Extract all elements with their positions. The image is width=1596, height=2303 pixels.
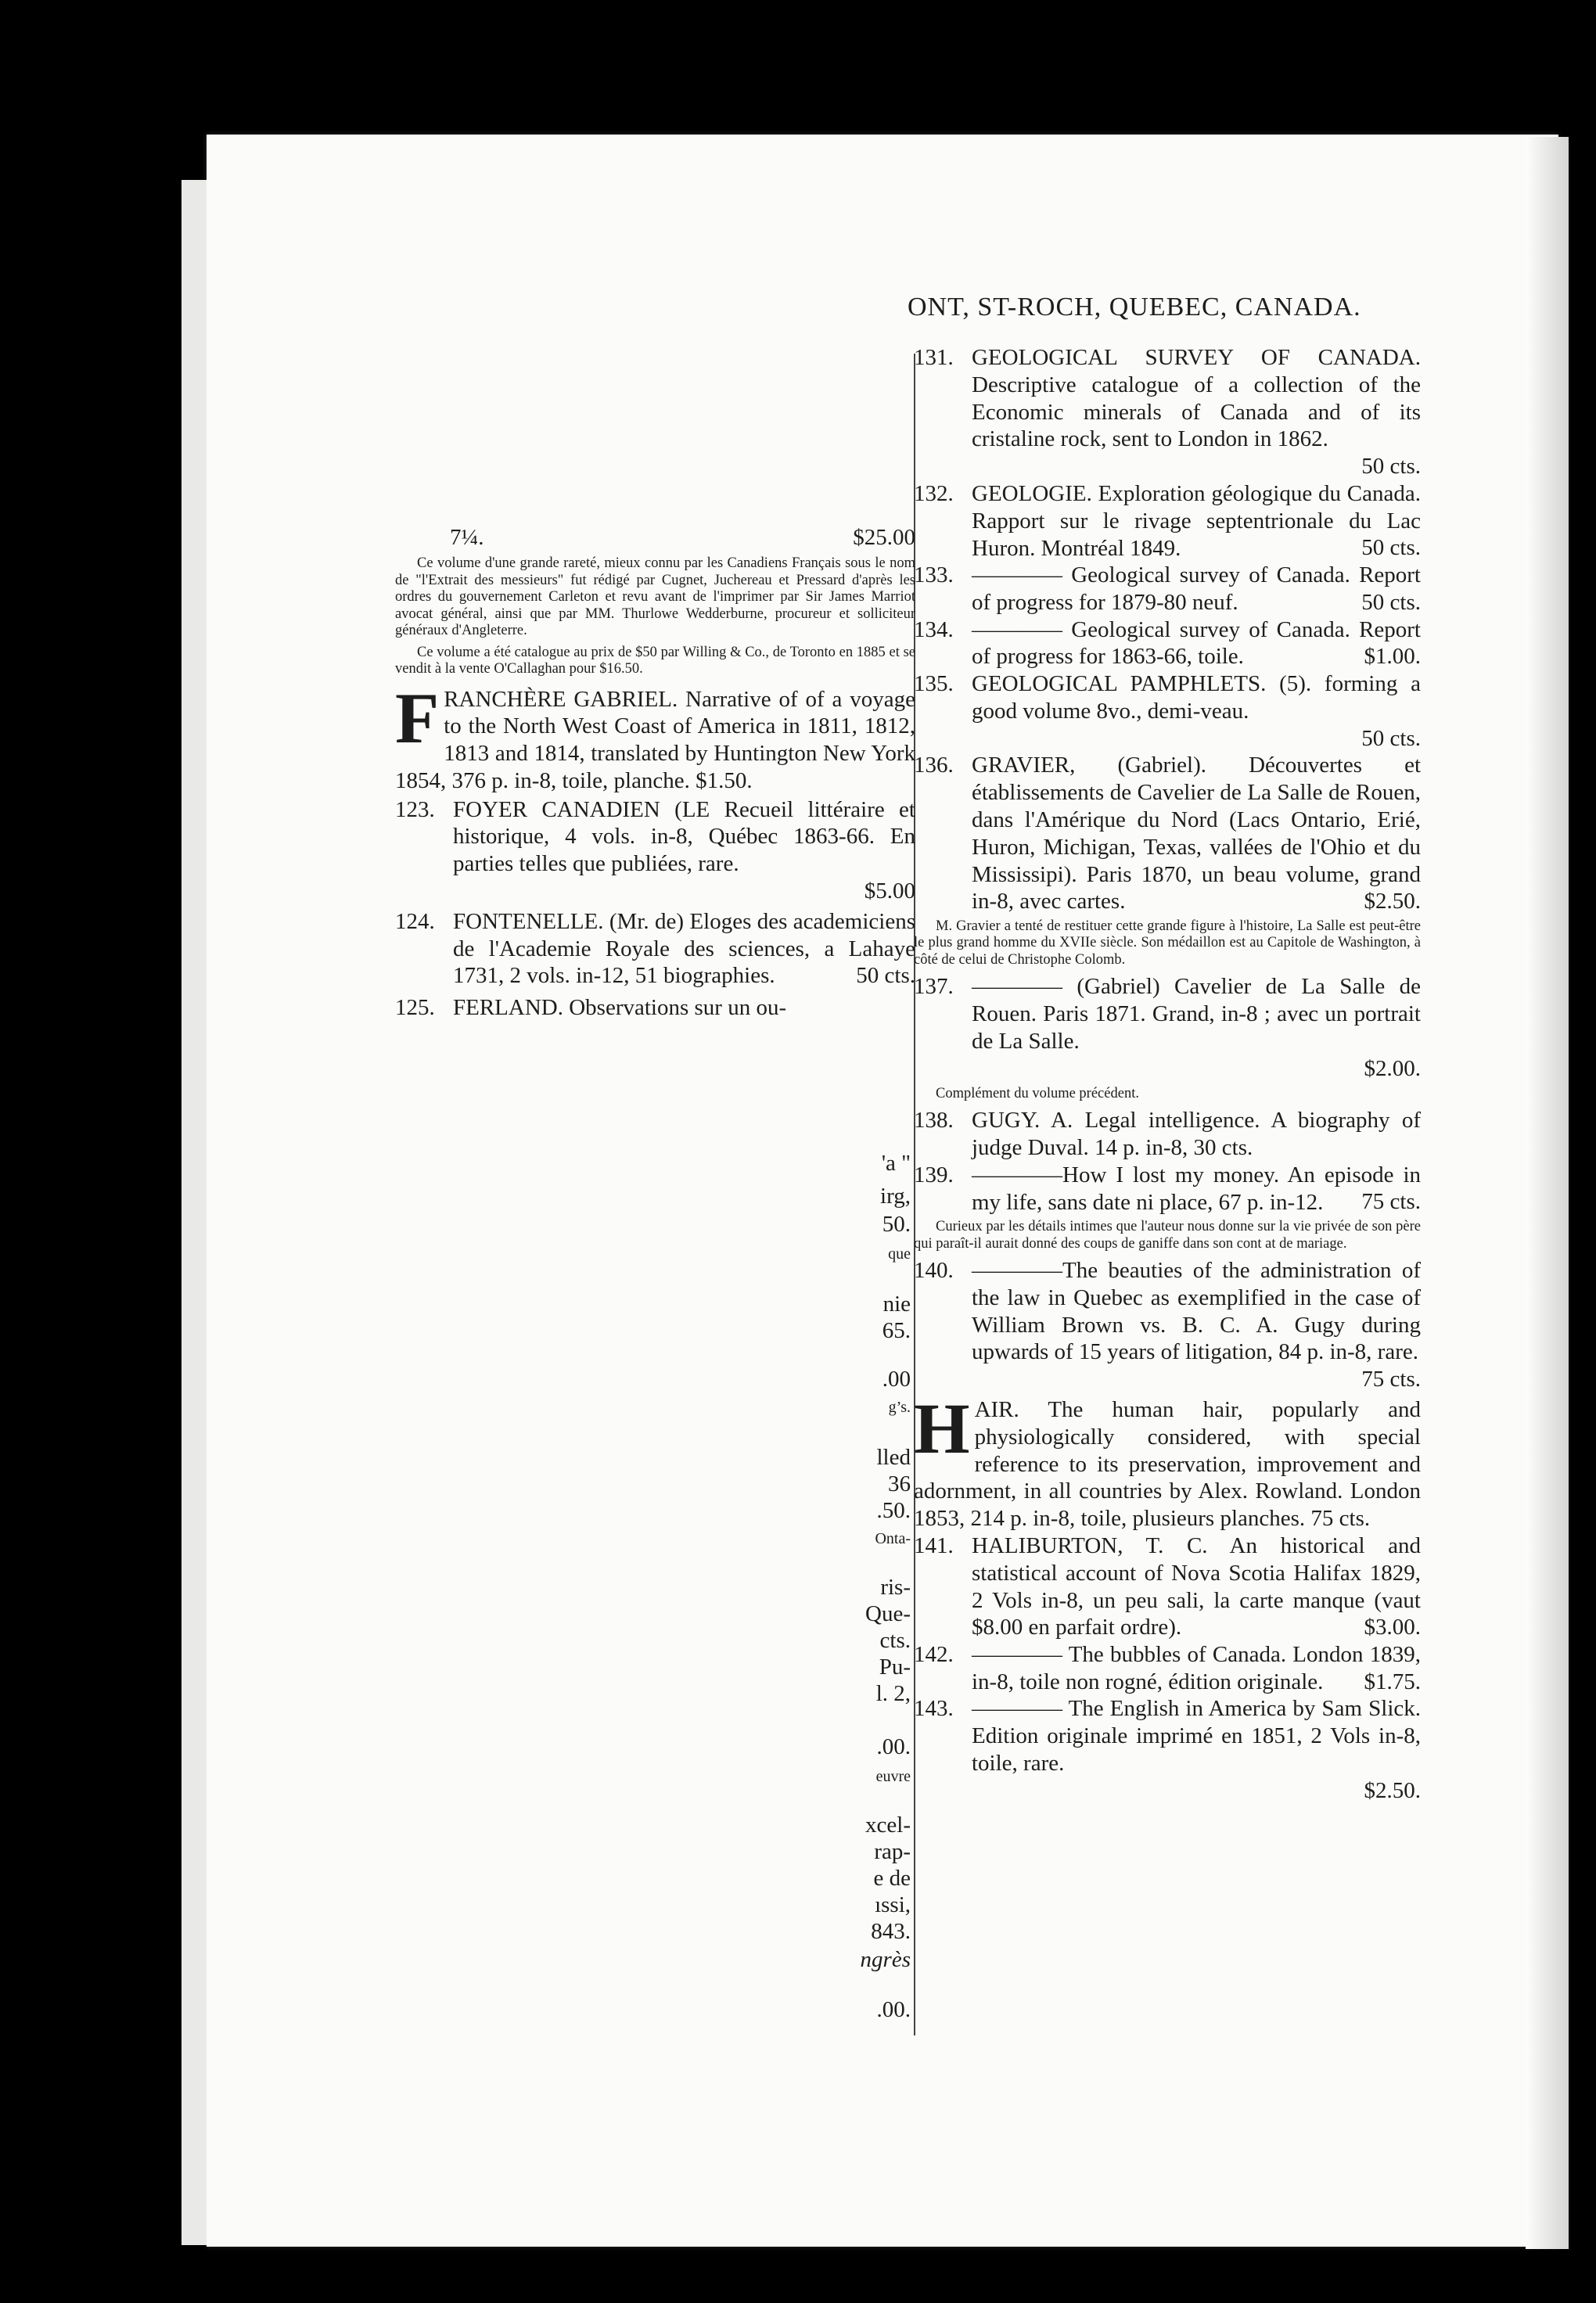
note-gugy: Curieux par les détails intimes que l'auteur nous donne sur la vie privée de son père qui paraît-il aurait donné des coups de ganiffe dans son cont at de mariage. bbox=[914, 1219, 1421, 1252]
entry-hair bbox=[914, 1389, 1421, 1532]
note-extrait: Ce volume d'une grande rareté, mieux connu par les Canadiens Français sous le nom de "l'Extrait des messieurs" fut rédigé par Cugnet, Juchereau et Pressard d'après les ordres du gouvernement Carleton et revu avant de l'imprimer par Sir James Marriot avocat général, ainsi que par MM. Thurlowe Wedderburne, procureur et solliciteur généraux d'Angleterre. bbox=[395, 555, 915, 638]
entry-price: 75 cts. bbox=[1361, 1189, 1421, 1215]
note-gravier: M. Gravier a tenté de restituer cette grande figure à l'histoire, La Salle est peut-être le plus grand homme du XVIIe siècle. Son médaillon est au Capitole de Washington, à côté de celui de Christophe Colomb. bbox=[914, 918, 1421, 968]
entry-135 bbox=[914, 670, 1421, 725]
entry-125 bbox=[395, 994, 915, 1022]
left-column bbox=[395, 524, 915, 1022]
left-fragment: g’s. bbox=[888, 1399, 911, 1416]
left-fragment: Pu- bbox=[879, 1654, 911, 1680]
left-fragment: Que- bbox=[865, 1601, 911, 1626]
entry-price: $1.75. bbox=[1364, 1669, 1421, 1694]
left-fragment: que bbox=[888, 1245, 911, 1263]
entry-price: $3.00. bbox=[1364, 1615, 1421, 1640]
entry-text: ———— The English in America by Sam Slick. Edition originale imprimé en 1851, 2 Vols in-8, toile, rare. bbox=[972, 1696, 1421, 1777]
entry-price: 50 cts. bbox=[1361, 589, 1421, 615]
entry-price: $2.00. bbox=[1364, 1055, 1421, 1081]
entry-price: $1.00. bbox=[1364, 644, 1421, 670]
top-price: $25.00 bbox=[853, 525, 915, 550]
entry-text: GUGY. A. Legal intelligence. A biography of judge Duval. 14 p. in-8, 30 cts. bbox=[972, 1108, 1421, 1160]
entry-text: ————The beauties of the administration of the law in Quebec as exemplified in the case of William Brown vs. B. C. A. Gugy during upwards of 15 years of litigation, 84 p. in-8, rare. bbox=[972, 1258, 1421, 1365]
franchere-text: RANCHÈRE GABRIEL. Narrative of of a voyage to the North West Coast of America in 1811, 1812, 1813 and 1814, translated by Huntington New York 1854, 376 p. in-8, toile, planche. $1.50. bbox=[395, 686, 915, 793]
note-vente: Ce volume a été catalogue au prix de $50 par Willing & Co., de Toronto en 1885 et se vendit à la vente O'Callaghan pour $16.50. bbox=[395, 644, 915, 677]
running-head: ONT, ST-ROCH, QUEBEC, CANADA. bbox=[908, 293, 1361, 322]
drop-cap-h: H bbox=[914, 1389, 970, 1469]
entry-number: 139. bbox=[914, 1162, 954, 1187]
entry-text: GEOLOGIE. Exploration géologique du Canada. Rapport sur le rivage septentrionale du Lac Huron. Montréal 1849. bbox=[972, 480, 1421, 561]
left-fragment: l. 2, bbox=[875, 1681, 911, 1706]
left-fragment: 'a " bbox=[881, 1151, 911, 1176]
entry-137 bbox=[914, 973, 1421, 1054]
left-fragment: .50. bbox=[876, 1498, 911, 1523]
entry-number: 138. bbox=[914, 1108, 954, 1134]
left-fragment: ris- bbox=[880, 1575, 911, 1600]
entry-text: ———— (Gabriel) Cavelier de La Salle de Rouen. Paris 1871. Grand, in-8 ; avec un portrait de La Salle. bbox=[972, 974, 1421, 1054]
entry-text: FOYER CANADIEN (LE Recueil littéraire et historique, 4 vols. in-8, Québec 1863-66. En parties telles que publiées, rare. bbox=[453, 796, 915, 877]
left-fragment: .00 bbox=[882, 1367, 911, 1392]
entry-text: ———— The bubbles of Canada. London 1839, in-8, toile non rogné, édition originale. bbox=[972, 1642, 1421, 1694]
entry-140 bbox=[914, 1257, 1421, 1366]
entry-price: 75 cts. bbox=[1361, 1367, 1421, 1392]
entry-price: $5.00 bbox=[864, 878, 915, 904]
left-fragment: nie bbox=[882, 1292, 911, 1317]
left-fragment: ngrès bbox=[860, 1947, 911, 1972]
left-fragment: .00. bbox=[876, 1734, 911, 1759]
left-fragment: lled bbox=[876, 1445, 911, 1470]
entry-price: $2.50. bbox=[1364, 889, 1421, 914]
entry-number: 135. bbox=[914, 670, 954, 696]
right-page-edge bbox=[1526, 137, 1569, 2249]
left-fragment: 50. bbox=[882, 1212, 911, 1237]
left-fragment: euvre bbox=[875, 1768, 911, 1785]
entry-price: 50 cts. bbox=[1361, 535, 1421, 561]
entry-text: GEOLOGICAL PAMPHLETS. (5). forming a good volume 8vo., demi-veau. bbox=[972, 670, 1421, 724]
entry-franchere bbox=[395, 677, 915, 795]
entry-text: FERLAND. Observations sur un ou- bbox=[453, 995, 787, 1021]
entry-131 bbox=[914, 344, 1421, 453]
entry-number: 143. bbox=[914, 1696, 954, 1722]
left-fragment: 65. bbox=[882, 1318, 911, 1343]
entry-123 bbox=[395, 796, 915, 878]
entry-price: 50 cts. bbox=[1361, 454, 1421, 480]
left-fragment: ıssi, bbox=[875, 1892, 911, 1917]
entry-number: 140. bbox=[914, 1258, 954, 1284]
entry-number: 131. bbox=[914, 345, 954, 370]
left-fragment: 36 bbox=[888, 1471, 911, 1496]
entry-text: ———— Geological survey of Canada. Report of progress for 1879-80 neuf. bbox=[972, 562, 1421, 615]
left-fragment: rap- bbox=[874, 1839, 911, 1864]
entry-price: 50 cts. bbox=[856, 963, 915, 989]
entry-price: 50 cts. bbox=[1361, 725, 1421, 751]
entry-number: 132. bbox=[914, 480, 954, 506]
entry-number: 137. bbox=[914, 974, 954, 1000]
entry-text: GEOLOGICAL SURVEY OF CANADA. Descriptive catalogue of a collection of the Economic minerals of Canada and of its cristaline rock, sent to London in 1862. bbox=[972, 345, 1421, 452]
entry-text: FONTENELLE. (Mr. de) Eloges des academiciens de l'Academie Royale des sciences, a Lahaye 1731, 2 vols. in-12, 51 biographies. bbox=[453, 908, 915, 989]
drop-cap-f: F bbox=[395, 677, 440, 758]
entry-number: 141. bbox=[914, 1533, 954, 1559]
entry-number: 142. bbox=[914, 1642, 954, 1668]
note-complement: Complément du volume précédent. bbox=[936, 1085, 1139, 1101]
entry-number: 133. bbox=[914, 562, 954, 588]
left-fragment: irg, bbox=[880, 1184, 911, 1209]
entry-text: ————How I lost my money. An episode in my life, sans date ni place, 67 p. in-12. bbox=[972, 1162, 1421, 1215]
left-fragment: cts. bbox=[879, 1628, 911, 1653]
entry-price: $2.50. bbox=[1364, 1777, 1421, 1803]
left-fragment: xcel- bbox=[865, 1813, 911, 1838]
entry-text: GRAVIER, (Gabriel). Découvertes et établissements de Cavelier de La Salle de Rouen, dans l'Amérique du Nord (Lacs Ontario, Erié, Huron, Michigan, Texas, vallées de l'Ohio et du Mississipi). Paris 1870, un beau volume, grand in-8, avec cartes. bbox=[972, 753, 1421, 914]
left-fragment: .00. bbox=[876, 1997, 911, 2022]
right-column bbox=[914, 344, 1421, 1805]
entry-number: 125. bbox=[395, 995, 435, 1021]
top-price-line bbox=[395, 524, 915, 552]
entry-text: HALIBURTON, T. C. An historical and statistical account of Nova Scotia Halifax 1829, 2 Vols in-8, un peu sali, la carte manque (vaut $8.00 en parfait ordre). bbox=[972, 1533, 1421, 1640]
entry-number: 124. bbox=[395, 908, 435, 934]
entry-number: 123. bbox=[395, 796, 435, 822]
top-fragment: 7¼. bbox=[450, 525, 484, 550]
entry-number: 136. bbox=[914, 753, 954, 778]
left-fragment: Onta- bbox=[875, 1530, 911, 1547]
entry-138 bbox=[914, 1107, 1421, 1162]
entry-143 bbox=[914, 1695, 1421, 1777]
entry-number: 134. bbox=[914, 616, 954, 642]
left-fragment: e de bbox=[873, 1866, 911, 1891]
left-fragment: 843. bbox=[871, 1919, 911, 1944]
hair-text: AIR. The human hair, popularly and physiologically considered, with special reference to its preservation, improvement and adornment, in all countries by Alex. Rowland. London 1853, 214 p. in-8, toile, plusieurs planches. 75 cts. bbox=[914, 1397, 1421, 1532]
entry-text: ———— Geological survey of Canada. Report of progress for 1863-66, toile. bbox=[972, 616, 1421, 670]
